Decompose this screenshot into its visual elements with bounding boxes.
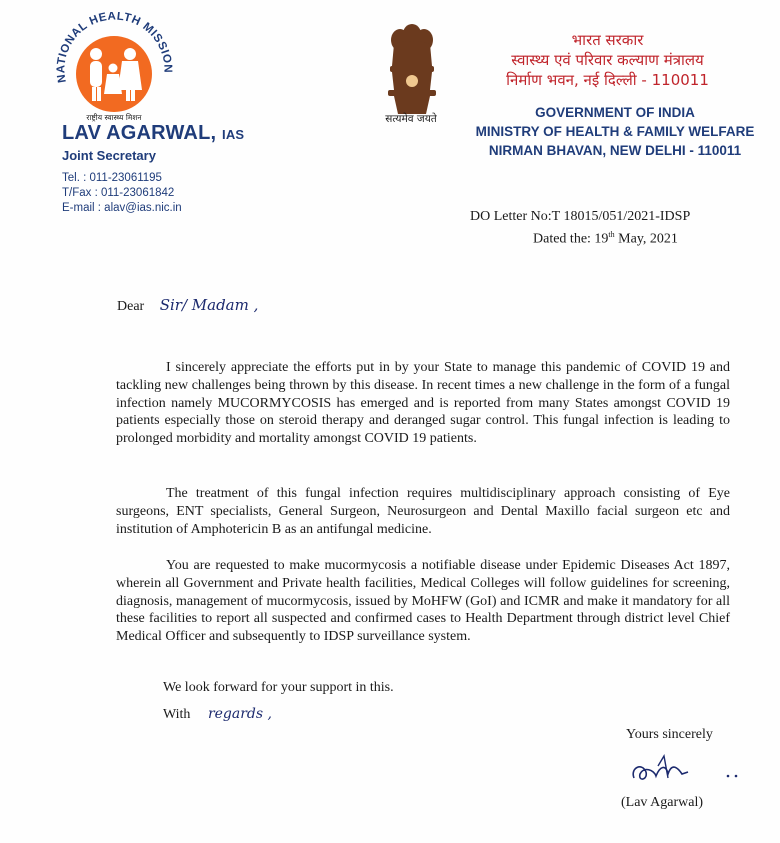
emblem-motto: सत्यमेव जयते — [385, 113, 437, 125]
letter-reference — [470, 208, 690, 249]
english-line-2: MINISTRY OF HEALTH & FAMILY WELFARE — [475, 124, 755, 139]
letter-date — [470, 226, 690, 249]
date-suffix: May, 2021 — [614, 231, 678, 247]
yours-sincerely: Yours sincerely — [626, 727, 713, 742]
ministry-english — [470, 103, 760, 160]
national-emblem — [370, 14, 454, 126]
nhm-logo-subtext: राष्ट्रीय स्वास्थ्य मिशन — [86, 113, 142, 122]
closing-with — [163, 706, 272, 723]
hindi-line-1: भारत सरकार — [571, 31, 644, 49]
contact-details — [62, 171, 182, 216]
signature — [628, 752, 748, 788]
paragraph-2: The treatment of this fungal infection requires multidisciplinary approach consisting of Eye surgeons, ENT specialists, General Surgeon, Neurosurgeon and Dental Maxillo facial surgeon etc and institution of Amphotericin B as an antifungal medicine. — [116, 486, 730, 537]
svg-text:NATIONAL HEALTH MISSION: NATIONAL HEALTH MISSION — [55, 12, 174, 84]
english-line-1: GOVERNMENT OF INDIA — [535, 105, 695, 120]
contact-fax: T/Fax : 011-23061842 — [62, 187, 175, 199]
salutation — [117, 296, 258, 315]
ministry-hindi — [470, 30, 745, 90]
nhm-logo — [52, 12, 176, 124]
officer-name — [62, 122, 244, 145]
with-handwritten: regards , — [207, 706, 272, 722]
officer-suffix: IAS — [222, 127, 245, 142]
signer-name: (Lav Agarwal) — [621, 795, 704, 810]
english-line-3: NIRMAN BHAVAN, NEW DELHI - 110011 — [488, 143, 742, 158]
officer-name-text: LAV AGARWAL, — [62, 122, 217, 144]
paragraph-1: I sincerely appreciate the efforts put in by your State to manage this pandemic of COVID 19 and tackling new challenges being thrown by this disease. In recent times a new challenge in the form of a fungal infection namely MUCORMYCOSIS has emerged and is reported from many States amongst COVID 19 patients especially those on steroid therapy and deranged sugar control. This fungal infection is leading to prolonged morbidity and mortality amongst COVID 19 patients. — [116, 360, 730, 447]
contact-tel: Tel. : 011-23061195 — [62, 172, 162, 184]
date-prefix: Dated the: 19 — [533, 231, 609, 247]
hindi-line-3: निर्माण भवन, नई दिल्ली - 110011 — [506, 71, 709, 89]
hindi-line-2: स्वास्थ्य एवं परिवार कल्याण मंत्रालय — [511, 51, 704, 69]
date-sup: th — [608, 230, 615, 239]
letter-number: DO Letter No:T 18015/051/2021-IDSP — [470, 209, 691, 224]
salutation-text: Dear — [117, 299, 145, 314]
officer-designation: Joint Secretary — [62, 148, 156, 163]
paragraph-3: You are requested to make mucormycosis a notifiable disease under Epidemic Diseases Act 1897, wherein all Government and Private health facilities, Medical Colleges will follow guidelines for screening, diagnosis, management of mucormycosis, issued by MoHFW (GoI) and ICMR and make it mandatory for all these facilities to report all suspected and confirmed cases to Health Department through district level Chief Medical Officer and subsequently to IDSP surveillance system. — [116, 558, 730, 645]
with-text: With — [163, 707, 191, 722]
contact-email: E-mail : alav@ias.nic.in — [62, 202, 182, 214]
salutation-handwritten: Sir/ Madam , — [159, 296, 259, 314]
closing-forward: We look forward for your support in this. — [163, 680, 394, 695]
